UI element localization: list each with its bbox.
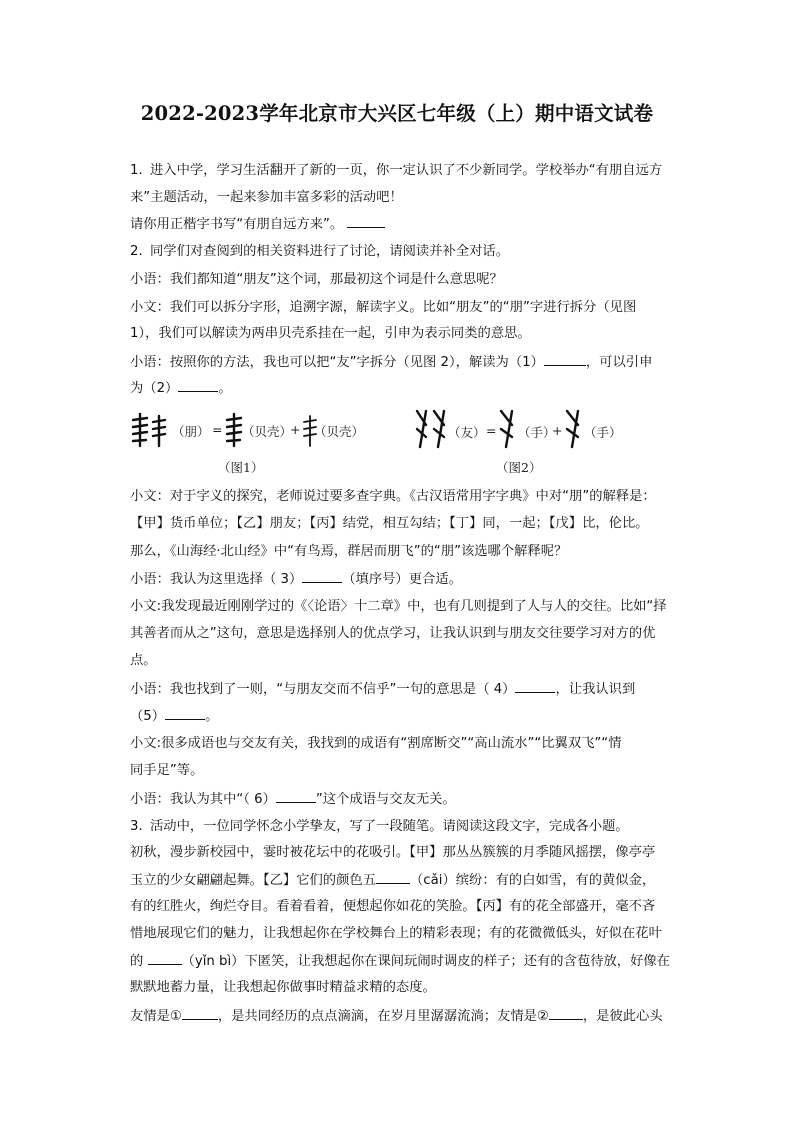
- dialog-b4-line2: 同手足”等。: [130, 763, 204, 778]
- fig2-plus: +: [552, 423, 563, 438]
- dialog-a4b-text-post: 。: [205, 709, 219, 724]
- dialog-a4-line2: [130, 706, 700, 727]
- answer-blank-yinbi[interactable]: [148, 951, 182, 965]
- dialog-b3-line2: 其善者而从之”这句，意思是选择别人的优点学习，让我认识到与朋友交往要学习对方的优: [130, 626, 656, 641]
- passage-line-1: 初秋，漫步新校园中，霎时被花坛中的花吸引。【甲】那丛丛簇簇的月季随风摇摆，像亭亭: [130, 845, 656, 860]
- dialog-a5-text-pre: 小语：我认为其中“（ 6）: [130, 792, 276, 807]
- dialog-b2-line3: 那么，《山海经·北山经》中“有鸟焉，群居而朋飞”的“朋”该选哪个解释呢？: [130, 544, 568, 559]
- dialog-a2-text-post: ，可以引申: [585, 355, 653, 370]
- you-ancient-glyph: [414, 407, 450, 449]
- dialog-b4-line1: 小文:很多成语也与交友有关，我找到的成语有“割席断交”“高山流水”“比翼双飞”“情: [130, 736, 622, 751]
- answer-blank-6[interactable]: [276, 789, 316, 803]
- fig1-plus: +: [290, 422, 301, 437]
- answer-blank-cai[interactable]: [376, 870, 410, 884]
- q2-line-intro: [130, 242, 700, 262]
- passage-line-5: [130, 951, 700, 972]
- fig1-equals: =: [212, 422, 223, 437]
- dialog-b3-line3: 点。: [130, 653, 157, 668]
- passage-line-7-pre: 友情是①: [130, 1009, 182, 1024]
- q1-text-1: 进入中学，学习生活翻开了新的一页，你一定认识了不少新同学。学校举办“有朋自远方: [150, 163, 663, 178]
- dialog-a4-text-pre: 小语：我也找到了一则，“与朋友交而不信乎”一句的意思是（ 4）: [130, 682, 516, 697]
- dialog-b1-line2: 1），我们可以解读为两串贝壳系挂在一起，引申为表示同类的意思。: [130, 326, 531, 341]
- page-title: 2022-2023学年北京市大兴区七年级（上）期中语文试卷: [140, 102, 654, 125]
- dialog-b3-line1: 小文:我发现最近刚刚学过的《〈论语〉十二章》中，也有几则提到了人与人的交往。比如“择: [130, 599, 667, 614]
- dialog-b1-line1: 小文：我们可以拆分字形，追溯字源，解读字义。比如“朋友”的“朋”字进行拆分（见图: [130, 300, 637, 315]
- dialog-a4b-text-pre: （5）: [130, 709, 166, 724]
- passage-line-7: [130, 1006, 700, 1027]
- answer-blank-q1[interactable]: [347, 214, 385, 228]
- passage-line-2-pre: 玉立的少女翩翩起舞。【乙】它们的颜色五: [130, 873, 376, 888]
- dialog-a2-text-pre: 小语：按照你的方法，我也可以把“友”字拆分（见图 2），解读为（1）: [130, 355, 544, 370]
- answer-blank-1[interactable]: [544, 352, 586, 366]
- passage-line-2: [130, 870, 700, 891]
- passage-line-2-post: （cǎi）缤纷：有的白如雪，有的黄似金，: [410, 873, 656, 888]
- shell-glyph-1: [224, 412, 244, 448]
- dialog-a2b-text-pre: 为（2）: [130, 381, 179, 396]
- passage-line-5-post: （yǐn bì）下匿笑，让我想起你在课间玩闹时调皮的样子；还有的含苞待放，好像在: [181, 954, 670, 969]
- passage-line-7-mid: ，是共同经历的点点滴滴，在岁月里潺潺流淌；友情是②: [217, 1009, 549, 1024]
- figure-2: [414, 405, 654, 480]
- answer-blank-friendship-2[interactable]: [549, 1006, 583, 1020]
- passage-line-6: 默默地蓄力量，让我想起你做事时精益求精的态度。: [130, 980, 436, 995]
- hand-glyph-2: [564, 407, 586, 449]
- hand-glyph-1: [498, 407, 520, 449]
- q2-intro-text: 同学们对查阅到的相关资料进行了讨论，请阅读并补全对话。: [150, 244, 510, 259]
- answer-blank-5[interactable]: [165, 706, 205, 720]
- dialog-a3-text-pre: 小语：我认为这里选择（ 3）: [130, 572, 303, 587]
- q1-line-3: [130, 214, 700, 235]
- passage-line-5-pre: 的: [130, 954, 148, 969]
- fig2-hand-label-1: （手）: [518, 425, 556, 440]
- q3-line-intro: [130, 817, 700, 837]
- q3-intro-text: 活动中，一位同学怀念小学挚友，写了一段随笔。请阅读这段文字，完成各小题。: [150, 819, 629, 834]
- answer-blank-4[interactable]: [515, 679, 555, 693]
- dialog-a3-text-post: （填序号）更合适。: [342, 572, 462, 587]
- dialog-b2-line2: 【甲】货币单位；【乙】朋友；【丙】结党，相互勾结；【丁】同，一起；【戊】比，伦比。: [130, 516, 649, 531]
- dialog-a4-line1: [130, 679, 700, 700]
- q1-line-1: [130, 161, 700, 181]
- fig2-equals: =: [486, 423, 497, 438]
- q1-text-3: 请你用正楷字书写“有朋自远方来”。: [130, 217, 344, 232]
- passage-line-7-post: ，是彼此心头: [582, 1009, 663, 1024]
- dialog-b2-line1: 小文：对于字义的探究，老师说过要多查字典。《古汉语常用字字典》中对“朋”的解释是：: [130, 489, 656, 504]
- dialog-a5: [130, 789, 700, 810]
- fig1-shell-label-2: （贝壳）: [314, 424, 365, 439]
- fig2-you-label: （友）: [448, 425, 486, 440]
- dialog-a5-text-post: ”这个成语与交友无关。: [315, 792, 456, 807]
- fig1-shell-label-1: （贝壳）: [242, 424, 293, 439]
- answer-blank-2[interactable]: [178, 378, 218, 392]
- q1-number: 1.: [130, 163, 143, 178]
- fig2-caption: （图2）: [496, 460, 542, 475]
- figure-1: [130, 410, 380, 480]
- answer-blank-3[interactable]: [302, 569, 342, 583]
- dialog-a2-line1: [130, 352, 700, 373]
- answer-blank-friendship-1[interactable]: [182, 1006, 218, 1020]
- peng-ancient-glyph: [130, 412, 170, 448]
- fig2-hand-label-2: （手）: [584, 425, 622, 440]
- q1-line-2: 来”主题活动，一起来参加丰富多彩的活动吧！: [130, 190, 403, 205]
- fig1-peng-label: （朋）: [172, 424, 210, 439]
- dialog-a4-text-post: ，让我认识到: [555, 682, 636, 697]
- passage-line-4: 惜地展现它们的魅力，让我想起你在学校舞台上的精彩表现；有的花微微低头，好似在花叶: [130, 926, 662, 941]
- dialog-a1: 小语：我们都知道“朋友”这个词，那最初这个词是什么意思呢？: [130, 272, 503, 287]
- q3-number: 3.: [130, 819, 143, 834]
- q2-number: 2.: [130, 244, 143, 259]
- fig1-caption: （图1）: [218, 460, 264, 475]
- dialog-a2-line2: [130, 378, 700, 399]
- passage-line-3: 有的红胜火，绚烂夺目。看着看着，便想起你如花的笑脸。【丙】有的花全部盛开，毫不吝: [130, 899, 656, 914]
- dialog-a2b-text-post: 。: [218, 381, 232, 396]
- dialog-a3: [130, 569, 700, 590]
